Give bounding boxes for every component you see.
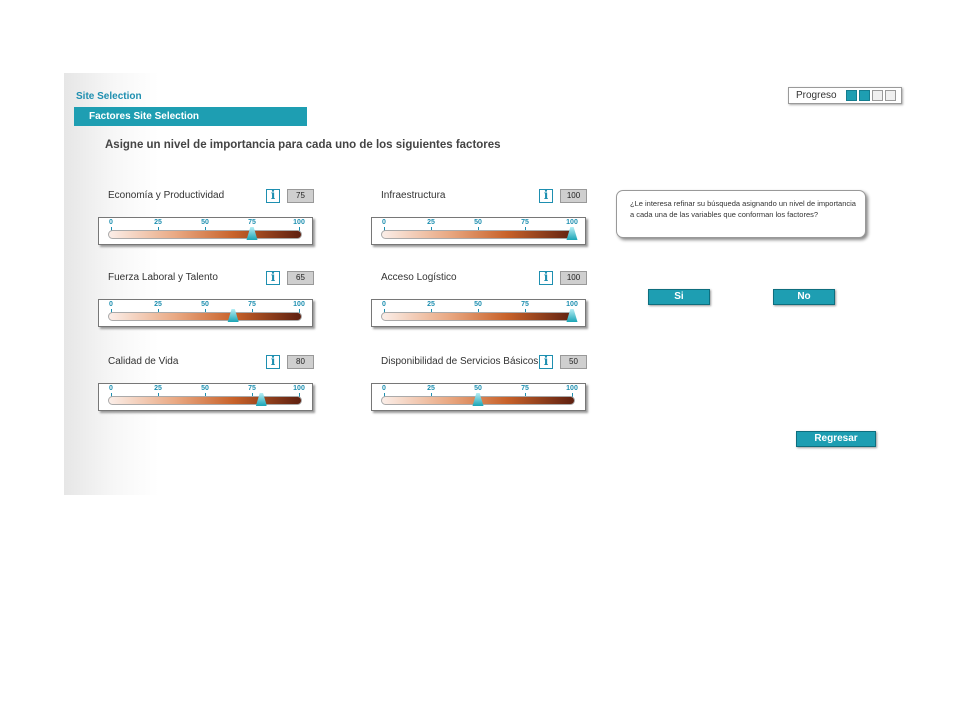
tick-label: 50 (474, 385, 482, 392)
progress-segment (872, 90, 883, 101)
slider-track[interactable] (108, 396, 302, 405)
no-button[interactable]: No (773, 289, 835, 305)
app-title: Site Selection (76, 91, 142, 102)
tick-label: 25 (154, 301, 162, 308)
info-icon[interactable]: i (266, 271, 280, 285)
progress-segment (885, 90, 896, 101)
tick-label: 0 (109, 301, 113, 308)
info-icon[interactable]: i (266, 355, 280, 369)
tick-label: 75 (521, 385, 529, 392)
factor-value: 65 (287, 271, 314, 285)
factor-value: 75 (287, 189, 314, 203)
factor-label: Calidad de Vida (108, 356, 179, 367)
refine-question-box (616, 190, 866, 238)
progress-label: Progreso (796, 90, 837, 101)
tick-label: 0 (382, 219, 386, 226)
tick-label: 50 (201, 385, 209, 392)
slider-track[interactable] (381, 230, 575, 239)
tick-label: 100 (566, 219, 578, 226)
factor-value: 80 (287, 355, 314, 369)
tick-label: 100 (566, 385, 578, 392)
info-icon[interactable]: i (539, 271, 553, 285)
tick-label: 100 (566, 301, 578, 308)
instructions-text: Asigne un nivel de importancia para cada uno de los siguientes factores (105, 139, 501, 151)
tick-label: 0 (382, 301, 386, 308)
tick-label: 50 (474, 301, 482, 308)
factor-label: Economía y Productividad (108, 190, 225, 201)
tick-label: 75 (248, 385, 256, 392)
info-icon[interactable]: i (539, 189, 553, 203)
slider-track[interactable] (108, 312, 302, 321)
back-button[interactable]: Regresar (796, 431, 876, 447)
factor-label: Infraestructura (381, 190, 446, 201)
tick-label: 0 (382, 385, 386, 392)
factor-label: Acceso Logístico (381, 272, 457, 283)
yes-button[interactable]: Si (648, 289, 710, 305)
main-panel (64, 73, 910, 495)
info-icon[interactable]: i (539, 355, 553, 369)
tick-label: 25 (427, 385, 435, 392)
info-icon[interactable]: i (266, 189, 280, 203)
factor-value: 100 (560, 189, 587, 203)
importance-slider[interactable] (98, 217, 313, 245)
factor-label: Fuerza Laboral y Talento (108, 272, 218, 283)
importance-slider[interactable] (371, 217, 586, 245)
question-text: ¿Le interesa refinar su búsqueda asignando un nivel de importancia a cada una de las variables que conforman los factores? (630, 199, 856, 219)
tick-label: 0 (109, 219, 113, 226)
factor-label: Disponibilidad de Servicios Básicos (381, 356, 539, 367)
tick-label: 75 (248, 219, 256, 226)
tick-label: 0 (109, 385, 113, 392)
importance-slider[interactable] (98, 383, 313, 411)
tick-label: 25 (427, 219, 435, 226)
tick-label: 75 (521, 301, 529, 308)
tick-label: 75 (248, 301, 256, 308)
section-header: Factores Site Selection (74, 107, 307, 126)
tick-label: 100 (293, 301, 305, 308)
tick-label: 50 (201, 301, 209, 308)
importance-slider[interactable] (371, 383, 586, 411)
tick-label: 50 (474, 219, 482, 226)
progress-indicator (788, 87, 902, 104)
tick-label: 25 (154, 385, 162, 392)
importance-slider[interactable] (371, 299, 586, 327)
progress-segment (846, 90, 857, 101)
slider-track[interactable] (108, 230, 302, 239)
importance-slider[interactable] (98, 299, 313, 327)
factor-value: 100 (560, 271, 587, 285)
tick-label: 100 (293, 385, 305, 392)
tick-label: 100 (293, 219, 305, 226)
tick-label: 25 (427, 301, 435, 308)
tick-label: 25 (154, 219, 162, 226)
tick-label: 50 (201, 219, 209, 226)
progress-segment (859, 90, 870, 101)
slider-track[interactable] (381, 312, 575, 321)
tick-label: 75 (521, 219, 529, 226)
factor-value: 50 (560, 355, 587, 369)
